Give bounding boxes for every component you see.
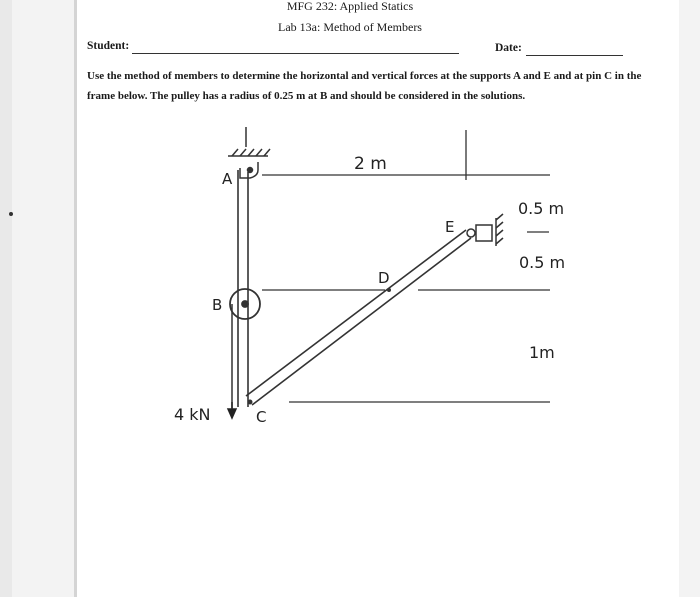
pin-a bbox=[240, 162, 258, 178]
problem-statement: Use the method of members to determine the horizontal and vertical forces at the supports A and E and at pin C in the frame below. The pulley has a radius of 0.25 m at B and should be considered in the solutions. bbox=[87, 70, 642, 102]
load-arrow bbox=[228, 402, 236, 418]
student-label: Student: bbox=[87, 40, 130, 52]
label-c: C bbox=[256, 408, 267, 426]
course-title: MFG 232: Applied Statics bbox=[286, 0, 414, 13]
dim-0.5m-top: 0.5 m bbox=[518, 199, 565, 218]
lab-title: Lab 13a: Method of Members bbox=[278, 20, 422, 34]
label-a: A bbox=[222, 170, 233, 188]
pulley-b bbox=[230, 289, 260, 319]
member-ce bbox=[246, 230, 471, 405]
dim-1m: 1m bbox=[529, 343, 555, 362]
load-label: 4 kN bbox=[174, 405, 211, 424]
dim-2m: 2 m bbox=[354, 154, 387, 174]
pin-d bbox=[387, 288, 391, 292]
support-e bbox=[467, 214, 503, 246]
pin-c bbox=[248, 400, 253, 405]
date-label: Date: bbox=[495, 42, 522, 54]
label-e: E bbox=[445, 218, 455, 236]
support-a-hatching bbox=[228, 127, 270, 156]
label-d: D bbox=[378, 269, 390, 287]
label-b: B bbox=[212, 296, 223, 314]
dimension-lines bbox=[262, 130, 550, 402]
dim-0.5m-mid: 0.5 m bbox=[519, 253, 566, 272]
